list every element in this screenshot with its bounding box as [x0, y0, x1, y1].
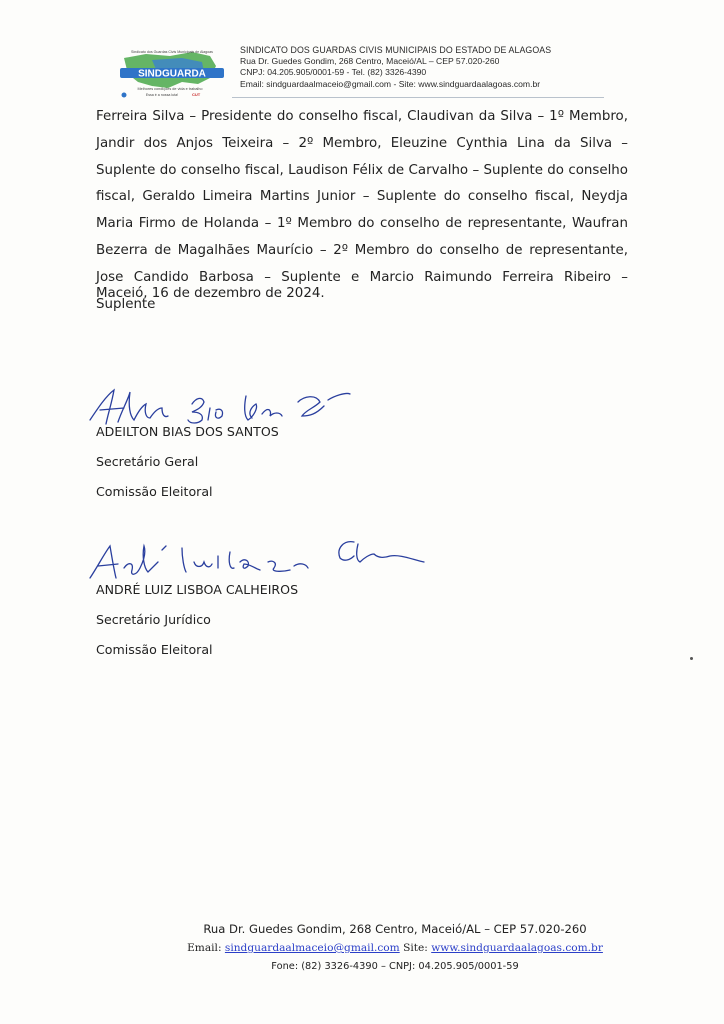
letterhead — [112, 40, 602, 98]
footer-site-link[interactable]: www.sindguardaalagoas.com.br — [431, 942, 603, 954]
signatory-name: ADEILTON BIAS DOS SANTOS — [96, 424, 279, 439]
logo-slogan: Essa é a nossa luta! — [145, 93, 179, 97]
signatory-committee: Comissão Eleitoral — [96, 484, 213, 499]
letterhead-divider — [232, 97, 604, 98]
footer-email-link[interactable]: sindguardaalmaceio@gmail.com — [224, 942, 400, 954]
footer — [100, 919, 690, 977]
letterhead-text — [240, 45, 551, 90]
footer-site-label: Site: — [403, 942, 428, 954]
date-line: Maceió, 16 de dezembro de 2024. — [96, 286, 325, 301]
footer-phone-cnpj: Fone: (82) 3326-4390 – CNPJ: 04.205.905/0001-59 — [271, 961, 519, 972]
footer-contact — [100, 939, 690, 957]
logo-wordmark: SINDGUARDA — [138, 68, 206, 80]
footer-email-label: Email: — [187, 942, 222, 954]
logo-tagline: Melhores condições de vida e trabalho — [137, 87, 203, 91]
org-email-site: Email: sindguardaalmaceio@gmail.com - Site: www.sindguardaalagoas.com.br — [240, 78, 541, 89]
footer-address: Rua Dr. Guedes Gondim, 268 Centro, Maceió/AL – CEP 57.020-260 — [203, 922, 587, 936]
org-address: Rua Dr. Guedes Gondim, 268 Centro, Maceió/AL – CEP 57.020-260 — [240, 56, 500, 67]
scan-speck — [690, 657, 693, 660]
signature-block-2 — [96, 575, 298, 665]
sindguarda-logo — [112, 44, 238, 98]
signatory-role: Secretário Jurídico — [96, 612, 211, 627]
signatory-committee: Comissão Eleitoral — [96, 642, 213, 657]
signatory-role: Secretário Geral — [96, 454, 199, 469]
logo-top-text: Sindicato dos Guardas Civis Municipais de Alagoas — [131, 50, 213, 54]
logo-union: CUT — [192, 92, 201, 97]
signature-block-1 — [96, 417, 279, 507]
org-name: SINDICATO DOS GUARDAS CIVIS MUNICIPAIS DO ESTADO DE ALAGOAS — [240, 45, 552, 55]
org-cnpj-phone: CNPJ: 04.205.905/0001-59 - Tel. (82) 3326-4390 — [240, 67, 427, 78]
body-paragraph: Ferreira Silva – Presidente do conselho fiscal, Claudivan da Silva – 1º Membro, Jandir dos Anjos Teixeira – 2º Membro, Eleuzine Cynthia Lina da Silva – Suplente do conselho fiscal, Laudison Félix de Carvalho – Suplente do conselho fiscal, Geraldo Limeira Martins Junior – Suplente do conselho fiscal, Neydja Maria Firmo de Holanda – 1º Membro do conselho de representante, Waufran Bezerra de Magalhães Maurício – 2º Membro do conselho de representante, Jose Candido Barbosa – Suplente e Marcio Raimundo Ferreira Ribeiro – Suplente — [96, 109, 628, 312]
signatory-name: ANDRÉ LUIZ LISBOA CALHEIROS — [96, 582, 299, 597]
